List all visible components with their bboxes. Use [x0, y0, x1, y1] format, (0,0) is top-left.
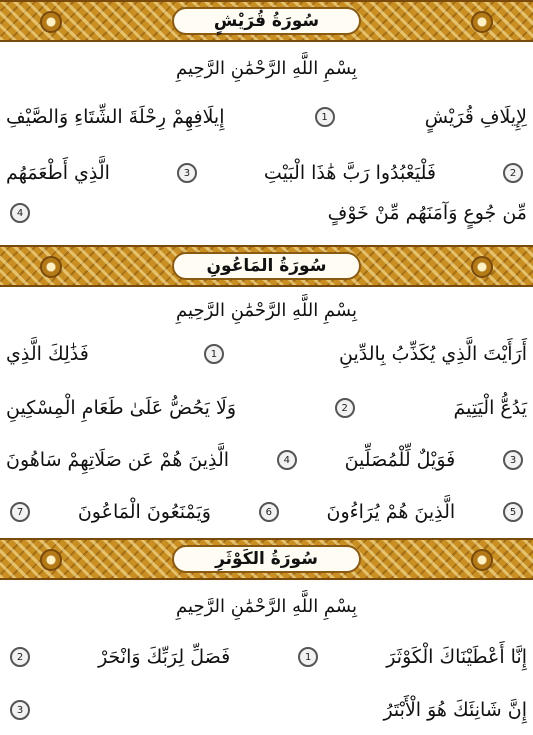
surah-header-quraysh — [0, 0, 533, 42]
basmala-text: بِسْمِ اللَّهِ الرَّحْمَٰنِ الرَّحِيمِ — [176, 595, 357, 617]
verse-text: أَرَأَيْتَ الَّذِي يُكَذِّبُ بِالدِّينِ — [339, 343, 527, 365]
ayah-marker-icon: 3 — [503, 450, 523, 470]
verse-text: فَلْيَعْبُدُوا رَبَّ هَٰذَا الْبَيْتِ — [263, 162, 436, 184]
verse-text: لِإِيلَافِ قُرَيْشٍ — [424, 106, 527, 128]
basmala-text: بِسْمِ اللَّهِ الرَّحْمَٰنِ الرَّحِيمِ — [176, 299, 357, 321]
verse-text: فَذَٰلِكَ الَّذِي — [6, 343, 89, 365]
ornament-knot-icon — [40, 256, 62, 278]
surah-title: سُورَةُ الكَوْثَرِ — [215, 549, 318, 569]
ayah-marker-icon: 2 — [335, 398, 355, 418]
verse-line — [6, 153, 527, 193]
verse-line — [6, 440, 527, 480]
verse-line — [6, 193, 527, 233]
ayah-marker-icon: 3 — [10, 700, 30, 720]
ayah-marker-icon: 2 — [503, 163, 523, 183]
ayah-marker-icon: 7 — [10, 502, 30, 522]
surah-header-kawthar — [0, 538, 533, 580]
ayah-marker-icon: 4 — [10, 203, 30, 223]
verse-text: يَدُعُّ الْيَتِيمَ — [453, 397, 527, 419]
ornament-knot-icon — [471, 549, 493, 571]
surah-title: سُورَةُ المَاعُونِ — [206, 256, 327, 276]
ayah-marker-icon: 4 — [277, 450, 297, 470]
verse-text: الَّذِينَ هُمْ يُرَاءُونَ — [326, 501, 456, 523]
ornament-knot-icon — [40, 11, 62, 33]
verse-text: فَصَلِّ لِرَبِّكَ وَانْحَرْ — [98, 646, 231, 668]
verse-line — [6, 388, 527, 428]
ayah-marker-icon: 1 — [298, 647, 318, 667]
ayah-marker-icon: 5 — [503, 502, 523, 522]
verse-line — [6, 97, 527, 137]
surah-title-medallion — [172, 252, 361, 280]
verse-text: إِيلَافِهِمْ رِحْلَةَ الشِّتَاءِ وَالصَّيْفِ — [6, 106, 225, 128]
verse-line — [6, 637, 527, 677]
ornament-knot-icon — [471, 256, 493, 278]
ayah-marker-icon: 6 — [259, 502, 279, 522]
basmala-text: بِسْمِ اللَّهِ الرَّحْمَٰنِ الرَّحِيمِ — [176, 57, 357, 79]
verse-text: الَّذِي أَطْعَمَهُم — [6, 162, 110, 184]
verse-text: إِنَّا أَعْطَيْنَاكَ الْكَوْثَرَ — [386, 646, 527, 668]
verse-line — [6, 334, 527, 374]
verse-line — [6, 690, 527, 730]
surah-title: سُورَةُ قُرَيْشٍ — [213, 11, 320, 31]
ayah-marker-icon: 2 — [10, 647, 30, 667]
ayah-marker-icon: 3 — [177, 163, 197, 183]
verse-text: إِنَّ شَانِئَكَ هُوَ الْأَبْتَرُ — [383, 699, 527, 721]
basmala — [6, 48, 527, 88]
ornament-knot-icon — [471, 11, 493, 33]
surah-header-maun — [0, 245, 533, 287]
basmala — [6, 586, 527, 626]
surah-title-medallion — [172, 545, 361, 573]
verse-text: وَلَا يَحُضُّ عَلَىٰ طَعَامِ الْمِسْكِينِ — [6, 397, 236, 419]
verse-text: مِّن جُوعٍ وَآمَنَهُم مِّنْ خَوْفٍ — [327, 202, 527, 224]
verse-text: فَوَيْلٌ لِّلْمُصَلِّينَ — [344, 449, 456, 471]
ayah-marker-icon: 1 — [315, 107, 335, 127]
verse-text: الَّذِينَ هُمْ عَن صَلَاتِهِمْ سَاهُونَ — [6, 449, 230, 471]
verse-line — [6, 492, 527, 532]
verse-text: وَيَمْنَعُونَ الْمَاعُونَ — [77, 501, 211, 523]
surah-title-medallion — [172, 7, 361, 35]
ornament-knot-icon — [40, 549, 62, 571]
ayah-marker-icon: 1 — [204, 344, 224, 364]
basmala — [6, 290, 527, 330]
